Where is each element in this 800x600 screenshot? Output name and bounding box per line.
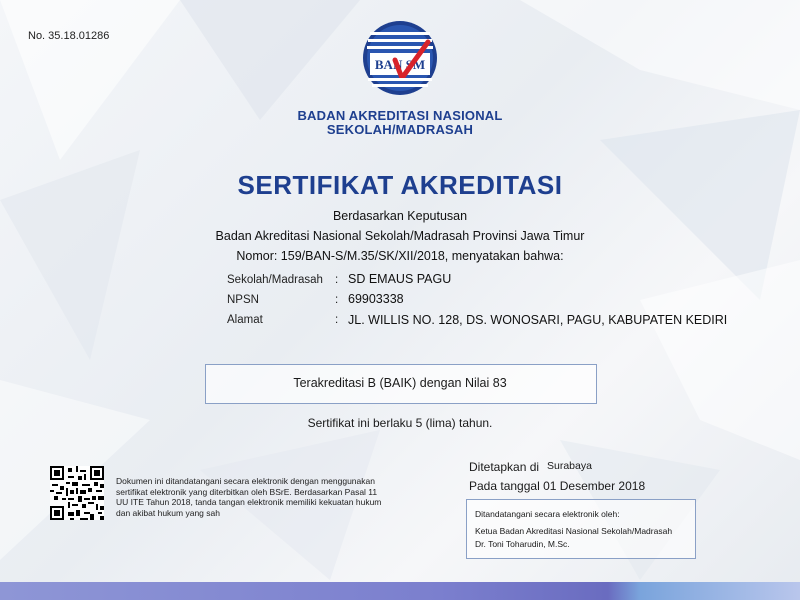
organization-name-line1: BADAN AKREDITASI NASIONAL xyxy=(297,108,503,123)
qr-code-icon xyxy=(50,466,104,520)
school-name-colon: : xyxy=(335,274,339,286)
school-name-label: Sekolah/Madrasah xyxy=(227,274,323,286)
signature-heading: Ditandatangani secara elektronik oleh: xyxy=(475,509,620,519)
address-value: JL. WILLIS NO. 128, DS. WONOSARI, PAGU, KABUPATEN KEDIRI xyxy=(348,313,728,327)
intro-line3: Nomor: 159/BAN-S/M.35/SK/XII/2018, menyatakan bahwa: xyxy=(236,249,564,263)
signer-organization: Ketua Badan Akreditasi Nasional Sekolah/Madrasah xyxy=(475,526,673,536)
issued-place-label: Ditetapkan di xyxy=(469,460,540,474)
validity-statement: Sertifikat ini berlaku 5 (lima) tahun. xyxy=(307,416,493,430)
intro-line1: Berdasarkan Keputusan xyxy=(332,209,468,223)
certificate-number: No. 35.18.01286 xyxy=(28,30,110,42)
address-colon: : xyxy=(335,314,339,326)
signer-name: Dr. Toni Toharudin, M.Sc. xyxy=(475,539,570,549)
accreditation-result: Terakreditasi B (BAIK) dengan Nilai 83 xyxy=(293,376,507,390)
certificate-title: SERTIFIKAT AKREDITASI xyxy=(237,170,563,200)
npsn-colon: : xyxy=(335,294,339,306)
organization-name-line2: SEKOLAH/MADRASAH xyxy=(326,122,474,137)
footer-band xyxy=(0,582,800,600)
logo-text: BAN SM xyxy=(374,57,426,72)
address-label: Alamat xyxy=(227,314,263,326)
npsn-value: 69903338 xyxy=(348,292,404,306)
intro-line2: Badan Akreditasi Nasional Sekolah/Madrasah Provinsi Jawa Timur xyxy=(215,229,585,243)
issued-date: Pada tanggal 01 Desember 2018 xyxy=(469,479,646,493)
issued-place-value: Surabaya xyxy=(547,460,592,472)
school-name-value: SD EMAUS PAGU xyxy=(348,272,452,286)
npsn-label: NPSN xyxy=(227,294,259,306)
ban-sm-logo-icon xyxy=(362,20,438,96)
electronic-signature-note: Dokumen ini ditandatangani secara elektronik dengan menggunakan sertifikat elektronik yang diterbitkan oleh BSrE. Berdasarkan Pasal 11 UU ITE Tahun 2018, tanda tangan elektronik memiliki kekuatan hukum dan akibat hukum yang sah xyxy=(116,476,382,518)
